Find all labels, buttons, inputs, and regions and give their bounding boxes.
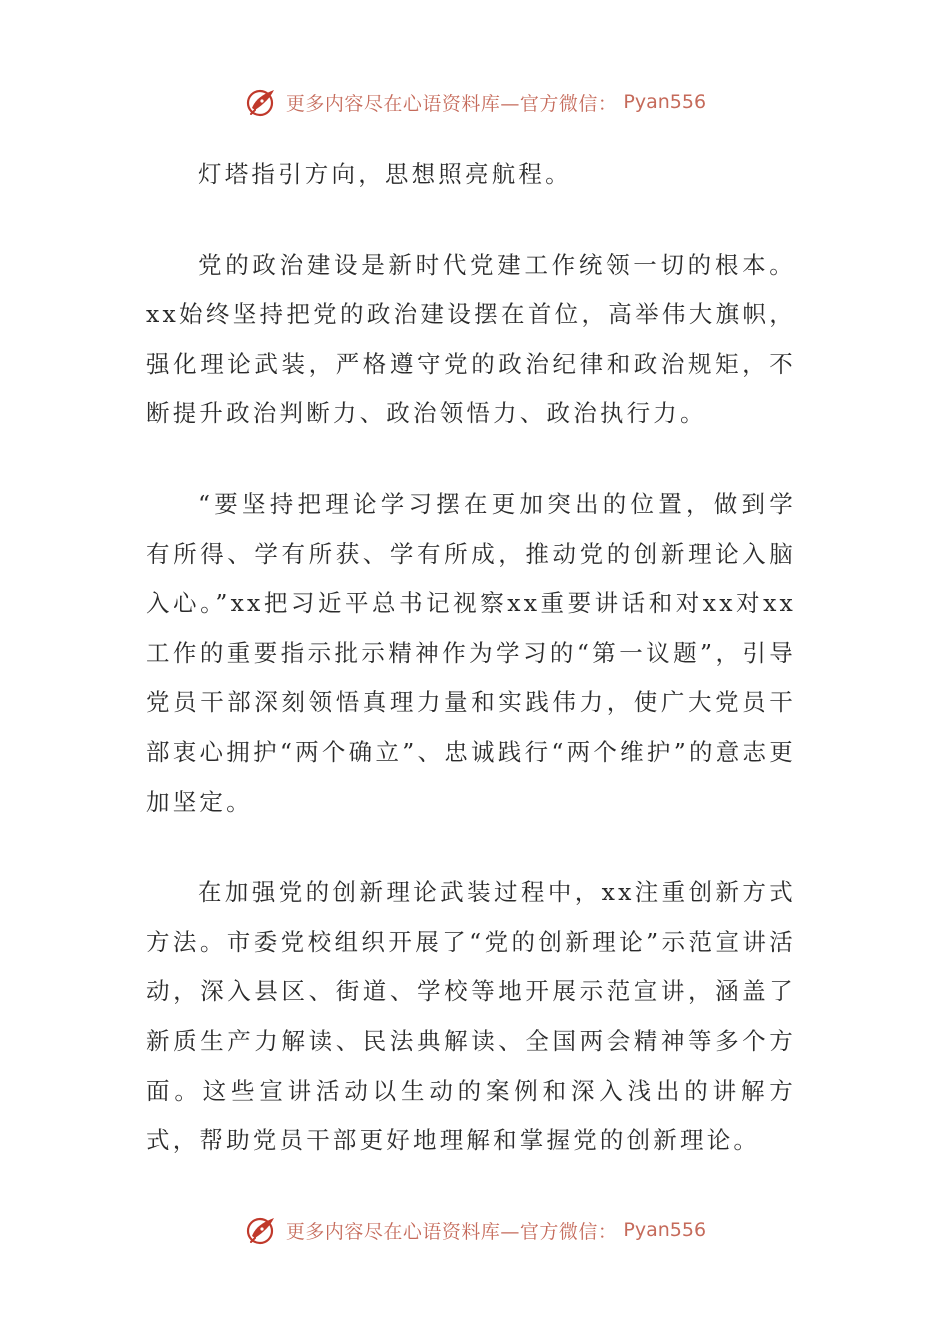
pen-nib-logo-icon [244, 1212, 280, 1248]
paragraph-1: 灯塔指引方向，思想照亮航程。 [198, 160, 572, 188]
paragraph-2: 党的政治建设是新时代党建工作统领一切的根本。xx始终坚持把党的政治建设摆在首位，高举伟大旗帜，强化理论武装，严格遵守党的政治纪律和政治规矩，不断提升政治判断力、政治领悟力、政治执行力。 [146, 250, 796, 428]
header-banner [0, 82, 950, 122]
document-body [146, 150, 796, 1207]
footer-wechat-id: Pyan556 [623, 1219, 707, 1241]
header-banner-inner [244, 84, 706, 120]
header-wechat-id: Pyan556 [623, 91, 707, 113]
paragraph-4: 在加强党的创新理论武装过程中，xx注重创新方式方法。市委党校组织开展了“党的创新理论”示范宣讲活动，深入县区、街道、学校等地开展示范宣讲，涵盖了新质生产力解读、民法典解读、全国两会精神等多个方面。这些宣讲活动以生动的案例和深入浅出的讲解方式，帮助党员干部更好地理解和掌握党的创新理论。 [146, 878, 796, 1155]
paragraph-3: “要坚持把理论学习摆在更加突出的位置，做到学有所得、学有所获、学有所成，推动党的创新理论入脑入心。”xx把习近平总书记视察xx重要讲话和对xx对xx工作的重要指示批示精神作为学习的“第一议题”，引导党员干部深刻领悟真理力量和实践伟力，使广大党员干部衷心拥护“两个确立”、忠诚践行“两个维护”的意志更加坚定。 [146, 489, 796, 816]
footer-banner [0, 1210, 950, 1250]
pen-nib-logo-icon [244, 84, 280, 120]
header-banner-text: 更多内容尽在心语资料库—官方微信： [285, 92, 618, 115]
footer-banner-inner [244, 1212, 706, 1248]
footer-banner-text: 更多内容尽在心语资料库—官方微信： [285, 1220, 618, 1243]
